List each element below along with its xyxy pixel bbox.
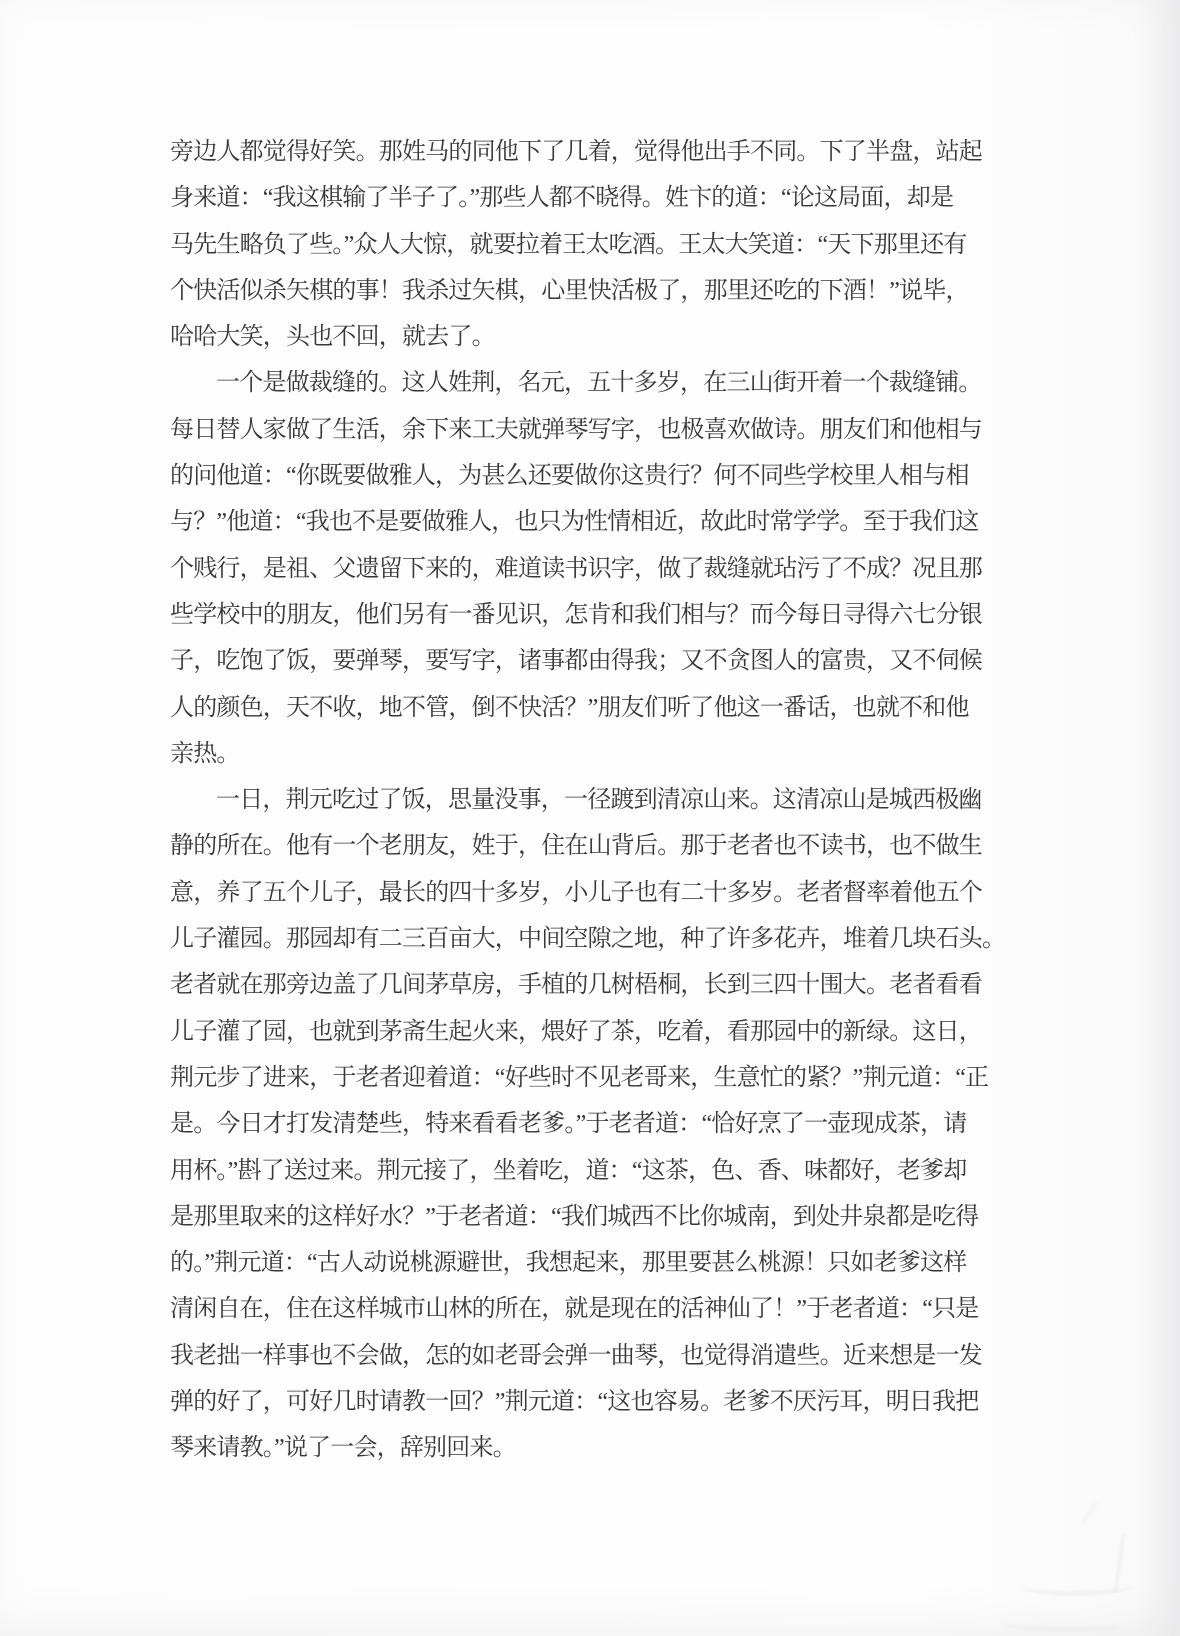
text-line: 哈哈大笑，头也不回，就去了。 — [170, 324, 495, 351]
body-text — [170, 129, 1006, 1472]
text-line: 琴来请教。”说了一会，辞别回来。 — [170, 1435, 516, 1462]
text-line: 一日，荆元吃过了饭，思量没事，一径踱到清凉山来。这清凉山是城西极幽 — [216, 787, 982, 814]
text-line: 儿子灌了园，也就到茅斋生起火来，煨好了茶，吃着，看那园中的新绿。这日， — [170, 1018, 982, 1045]
text-line: 清闲自在，住在这样城市山林的所在，就是现在的活神仙了！”于老者道：“只是 — [170, 1296, 979, 1323]
text-line: 静的所在。他有一个老朋友，姓于，住在山背后。那于老者也不读书，也不做生 — [170, 833, 982, 860]
scan-smudge — [1081, 1501, 1097, 1525]
scan-smudge — [1000, 1616, 1120, 1631]
text-line: 子，吃饱了饭，要弹琴，要写字，诸事都由得我；又不贪图人的富贵，又不伺候 — [170, 648, 982, 675]
text-line: 儿子灌园。那园却有二三百亩大，中间空隙之地，种了许多花卉，堆着几块石头。 — [170, 926, 1006, 953]
text-line: 一个是做裁缝的。这人姓荆，名元，五十多岁，在三山街开着一个裁缝铺。 — [216, 370, 982, 397]
text-line: 的问他道：“你既要做雅人，为甚么还要做你这贵行？何不同些学校里人相与相 — [170, 463, 969, 490]
text-line: 旁边人都觉得好笑。那姓马的同他下了几着，觉得他出手不同。下了半盘，站起 — [170, 139, 982, 165]
text-line: 个快活似杀矢棋的事！我杀过矢棋，心里快活极了，那里还吃的下酒！”说毕， — [170, 277, 969, 304]
text-line: 每日替人家做了生活，余下来工夫就弹琴写字，也极喜欢做诗。朋友们和他相与 — [170, 416, 982, 443]
text-line: 亲热。 — [170, 740, 240, 767]
text-line: 弹的好了，可好几时请教一回？”荆元道：“这也容易。老爹不厌污耳，明日我把 — [170, 1389, 979, 1416]
text-line: 我老拙一样事也不会做，怎的如老哥会弹一曲琴，也觉得消遣些。近来想是一发 — [170, 1342, 982, 1369]
text-line: 身来道：“我这棋输了半子了。”那些人都不晓得。姓卞的道：“论这局面，却是 — [170, 185, 954, 212]
text-line: 人的颜色，天不收，地不管，倒不快活？”朋友们听了他这一番话，也就不和他 — [170, 694, 969, 721]
text-line: 些学校中的朋友，他们另有一番见识，怎肯和我们相与？而今每日寻得六七分银 — [170, 601, 982, 628]
text-line: 荆元步了进来，于老者迎着道：“好些时不见老哥来，生意忙的紧？”荆元道：“正 — [170, 1064, 989, 1091]
text-line: 用杯。”斟了送过来。荆元接了，坐着吃，道：“这茶，色、香、味都好，老爹却 — [170, 1157, 967, 1184]
text-line: 是那里取来的这样好水？”于老者道：“我们城西不比你城南，到处井泉都是吃得 — [170, 1203, 979, 1230]
scan-smudge — [1114, 1534, 1125, 1592]
text-line: 意，养了五个儿子，最长的四十多岁，小儿子也有二十多岁。老者督率着他五个 — [170, 879, 982, 906]
text-line: 的。”荆元道：“古人动说桃源避世，我想起来，那里要甚么桃源！只如老爹这样 — [170, 1250, 967, 1277]
text-line: 个贱行，是祖、父遗留下来的，难道读书识字，做了裁缝就玷污了不成？况且那 — [170, 555, 982, 582]
text-line: 老者就在那旁边盖了几间茅草房，手植的几树梧桐，长到三四十围大。老者看看 — [170, 972, 982, 999]
text-line: 是。今日才打发清楚些，特来看看老爹。”于老者道：“恰好烹了一壶现成茶，请 — [170, 1111, 967, 1138]
text-line: 与？”他道：“我也不是要做雅人，也只为性情相近，故此时常学学。至于我们这 — [170, 509, 979, 536]
text-line: 马先生略负了些。”众人大惊，就要拉着王太吃酒。王太大笑道：“天下那里还有 — [170, 231, 967, 258]
scan-smudge — [1022, 1576, 1134, 1595]
